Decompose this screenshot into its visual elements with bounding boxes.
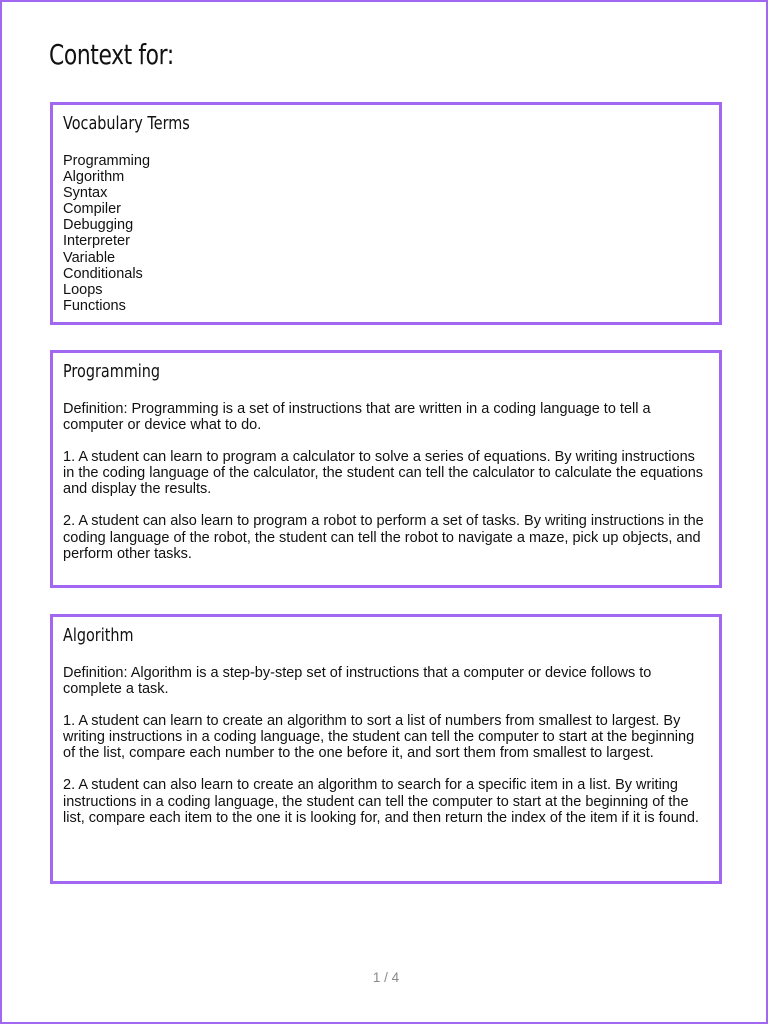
algorithm-card-title: Algorithm xyxy=(63,625,134,646)
programming-example-2: 2. A student can also learn to program a robot to perform a set of tasks. By writing instructions in the coding language of the robot, the student can tell the robot to navigate a maze, pick up objects, and perform other tasks. xyxy=(63,513,704,562)
vocabulary-term: Programming xyxy=(63,153,151,169)
vocabulary-term: Functions xyxy=(63,297,126,314)
vocabulary-card-title: Vocabulary Terms xyxy=(63,113,190,134)
programming-card xyxy=(50,350,722,588)
vocabulary-term: Loops xyxy=(63,281,103,298)
vocabulary-term: Compiler xyxy=(63,201,122,218)
page-number: 1 / 4 xyxy=(372,970,400,985)
programming-card-title: Programming xyxy=(63,361,161,382)
algorithm-definition: Definition: Algorithm is a step-by-step set of instructions that a computer or device follows to complete a task. xyxy=(63,665,652,698)
algorithm-card xyxy=(50,614,722,884)
vocabulary-term: Variable xyxy=(63,249,116,266)
vocabulary-term: Syntax xyxy=(63,185,108,202)
programming-definition: Definition: Programming is a set of instructions that are written in a coding language to tell a computer or device what to do. xyxy=(63,401,651,434)
vocabulary-term: Conditionals xyxy=(63,265,143,282)
vocabulary-term: Interpreter xyxy=(63,233,130,250)
vocabulary-term: Algorithm xyxy=(63,169,125,186)
vocabulary-term: Debugging xyxy=(63,217,134,234)
algorithm-example-2: 2. A student can also learn to create an algorithm to search for a specific item in a list. By writing instructions in a coding language, the student can tell the computer to start at the beginning of the list, compare each item to the one it is looking for, and then return the index of the item if it is found. xyxy=(63,777,699,826)
algorithm-example-1: 1. A student can learn to create an algorithm to sort a list of numbers from smallest to largest. By writing instructions in a coding language, the student can tell the computer to start at the beginning of the list, compare each number to the one before it, and sort them from smallest to largest. xyxy=(63,713,695,762)
vocabulary-term-list xyxy=(63,153,709,314)
page-title: Context for: xyxy=(49,38,174,71)
programming-example-1: 1. A student can learn to program a calculator to solve a series of equations. By writing instructions in the coding language of the calculator, the student can tell the calculator to calculate the equations and display the results. xyxy=(63,449,704,498)
vocabulary-card xyxy=(50,102,722,325)
